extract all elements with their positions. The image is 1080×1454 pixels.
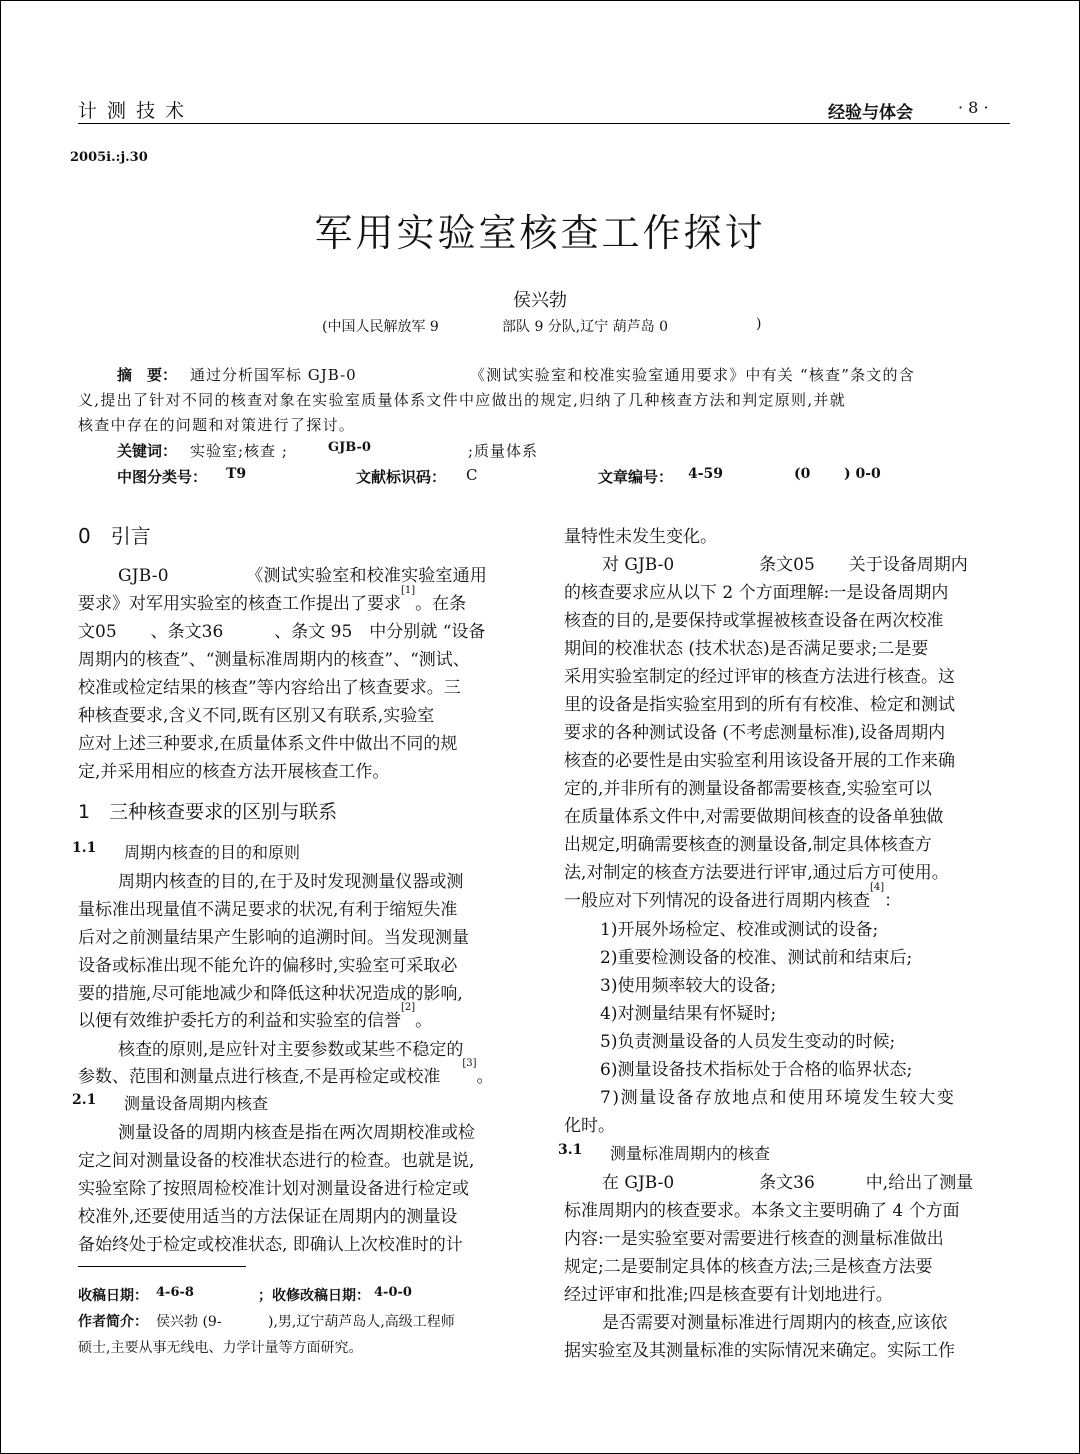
received-label: 收稿日期： bbox=[78, 1288, 148, 1304]
column-name: 经验与体会 bbox=[828, 103, 913, 123]
left-p1-line8: 定,并采用相应的核查方法开展核查工作。 bbox=[78, 762, 390, 782]
left-p1-line3: 文05 、条文36 、条文 95 中分别就 “设备 bbox=[78, 622, 486, 642]
affiliation-part3: ) bbox=[756, 316, 762, 332]
list-item-3: 3)使用频率较大的设备; bbox=[600, 976, 777, 996]
left-p1-line1: GJB-0 《测试实验室和校准实验室通用 bbox=[118, 566, 488, 586]
articleno-part3: ) 0-0 bbox=[844, 466, 881, 482]
right-p1-line11: 在质量体系文件中,对需要做期间核查的设备单独做 bbox=[564, 807, 944, 827]
right-p2-line1: 在 GJB-0 条文36 中,给出了测量 bbox=[602, 1173, 974, 1193]
citation-1[interactable]: [1] bbox=[401, 585, 416, 596]
doccode-value: C bbox=[466, 466, 478, 484]
clc-label: 中图分类号： bbox=[117, 468, 208, 486]
left-p2-line2: 量标准出现量值不满足要求的状况,有利于缩短失准 bbox=[78, 900, 458, 920]
left-p4-line5: 备始终处于检定或校准状态, 即确认上次校准时的计 bbox=[78, 1235, 463, 1255]
keywords-label: 关键词： bbox=[117, 442, 178, 460]
articleno-part1: 4-59 bbox=[688, 466, 724, 482]
left-p2-line3: 后对之前测量结果产生影响的追溯时间。当发现测量 bbox=[78, 928, 469, 948]
footnote-rule bbox=[78, 1266, 246, 1267]
right-p1-line1: 量特性未发生变化。 bbox=[564, 527, 717, 547]
page-number: · 8 · bbox=[958, 98, 989, 117]
abstract-line1a: 通过分析国军标 GJB-0 bbox=[190, 366, 357, 384]
keywords-part1: 实验室;核查 ; bbox=[190, 442, 288, 460]
right-p1-line7: 里的设备是指实验室用到的所有有校准、检定和测试 bbox=[564, 695, 955, 715]
list-item-5: 5)负责测量设备的人员发生变动的时候; bbox=[600, 1032, 896, 1052]
keywords-part3: ;质量体系 bbox=[468, 442, 539, 460]
right-p1-line2: 对 GJB-0 条文05 关于设备周期内 bbox=[602, 555, 968, 575]
section-3-1-number: 3.1 bbox=[558, 1142, 583, 1158]
affiliation-part1: (中国人民解放军 9 bbox=[322, 319, 439, 335]
list-item-7-cont: 化时。 bbox=[564, 1116, 615, 1136]
affiliation-part2: 部队 9 分队,辽宁 葫芦岛 0 bbox=[502, 319, 669, 335]
bio-line1a: 侯兴勃 (9- bbox=[156, 1314, 222, 1330]
right-p1-line3: 的核查要求应从以下 2 个方面理解:一是设备周期内 bbox=[564, 583, 949, 603]
right-p1-line6: 采用实验室制定的经过评审的核查方法进行核查。这 bbox=[564, 667, 955, 687]
citation-4[interactable]: [4] bbox=[870, 882, 885, 893]
section-1-heading: 1 三种核查要求的区别与联系 bbox=[78, 801, 338, 823]
citation-2[interactable]: [2] bbox=[401, 1002, 416, 1013]
right-p2-line4: 规定;二是要制定具体的核查方法;三是核查方法要 bbox=[564, 1257, 933, 1277]
section-0-heading: 0 引言 bbox=[78, 524, 151, 548]
section-1-1-number: 1.1 bbox=[72, 840, 97, 856]
list-item-1: 1)开展外场检定、校准或测试的设备; bbox=[600, 920, 879, 940]
abstract-line3: 核查中存在的问题和对策进行了探讨。 bbox=[78, 416, 356, 434]
revised-label: ；收修改稿日期： bbox=[258, 1288, 370, 1304]
right-p1-line9: 核查的必要性是由实验室利用该设备开展的工作来确 bbox=[564, 751, 955, 771]
right-p2-line6: 是否需要对测量标准进行周期内的核查,应该依 bbox=[602, 1313, 948, 1333]
left-p1-line7: 应对上述三种要求,在质量体系文件中做出不同的规 bbox=[78, 734, 458, 754]
right-p2-line3: 内容:一是实验室要对需要进行核查的测量标准做出 bbox=[564, 1229, 944, 1249]
articleno-label: 文章编号： bbox=[598, 468, 674, 486]
right-p1-line4: 核查的目的,是要保持或掌握被核查设备在两次校准 bbox=[564, 611, 944, 631]
left-p4-line4: 校准外,还要使用适当的方法保证在周期内的测量设 bbox=[78, 1207, 458, 1227]
citation-3[interactable]: [3] bbox=[462, 1058, 477, 1069]
left-p4-line3: 实验室除了按照周检校准计划对测量设备进行检定或 bbox=[78, 1179, 469, 1199]
right-p2-line7: 据实验室及其测量标准的实际情况来确定。实际工作 bbox=[564, 1341, 955, 1361]
revised-value: 4-0-0 bbox=[374, 1285, 412, 1300]
left-p1-line5: 校准或检定结果的核查”等内容给出了核查要求。三 bbox=[78, 678, 461, 698]
right-p1-line10: 定的,并非所有的测量设备都需要核查,实验室可以 bbox=[564, 779, 932, 799]
bio-label: 作者简介： bbox=[78, 1314, 148, 1330]
section-2-1-heading: 测量设备周期内核查 bbox=[124, 1094, 269, 1113]
journal-name: 计 测 技 术 bbox=[78, 100, 187, 122]
bio-line1b: ),男,辽宁葫芦岛人,高级工程师 bbox=[268, 1314, 455, 1330]
right-p2-line2: 标准周期内的核查要求。本条文主要明确了 4 个方面 bbox=[564, 1201, 960, 1221]
left-p4-line1: 测量设备的周期内核查是指在两次周期校准或检 bbox=[118, 1123, 475, 1143]
right-p1-line5: 期间的校准状态 (技术状态)是否满足要求;二是要 bbox=[564, 639, 929, 659]
doi-code: 2005i.:j.30 bbox=[70, 150, 148, 165]
right-p1-line14: 一般应对下列情况的设备进行周期内核查[4]： bbox=[564, 882, 902, 911]
right-p1-line12: 出规定,明确需要核查的测量设备,制定具体核查方 bbox=[564, 835, 932, 855]
bio-line2: 硕士,主要从事无线电、力学计量等方面研究。 bbox=[78, 1340, 363, 1356]
left-p1-line2: 要求》对军用实验室的核查工作提出了要求[1]。在条 bbox=[78, 585, 467, 614]
left-p2-line1: 周期内核查的目的,在于及时发现测量仪器或测 bbox=[118, 872, 464, 892]
abstract-line2: 义,提出了针对不同的核查对象在实验室质量体系文件中应做出的规定,归纳了几种核查方法和判定原则,并就 bbox=[78, 391, 847, 409]
list-item-6: 6)测量设备技术指标处于合格的临界状态; bbox=[600, 1060, 913, 1080]
left-p4-line2: 定之间对测量设备的校准状态进行的检查。也就是说, bbox=[78, 1151, 475, 1171]
abstract-line1b: 《测试实验室和校准实验室通用要求》中有关 “核查”条文的含 bbox=[470, 366, 915, 384]
left-p2-line4: 设备或标准出现不能允许的偏移时,实验室可采取必 bbox=[78, 956, 458, 976]
right-p2-line5: 经过评审和批准;四是核查要有计划地进行。 bbox=[564, 1285, 893, 1305]
left-p2-line5: 要的措施,尽可能地减少和降低这种状况造成的影响, bbox=[78, 984, 463, 1004]
right-p1-line8: 要求的各种测试设备 (不考虑测量标准),设备周期内 bbox=[564, 723, 946, 743]
list-item-4: 4)对测量结果有怀疑时; bbox=[600, 1004, 777, 1024]
section-1-1-heading: 周期内核查的目的和原则 bbox=[124, 843, 301, 862]
left-p1-line6: 种核查要求,含义不同,既有区别又有联系,实验室 bbox=[78, 706, 435, 726]
list-item-7: 7)测量设备存放地点和使用环境发生较大变 bbox=[600, 1088, 956, 1108]
left-p1-line4: 周期内的核查”、“测量标准周期内的核查”、“测试、 bbox=[78, 650, 470, 670]
keywords-part2: GJB-0 bbox=[328, 440, 371, 455]
section-3-1-heading: 测量标准周期内的核查 bbox=[610, 1144, 771, 1163]
author-name: 侯兴勃 bbox=[513, 290, 567, 311]
left-p3-line2: 参数、范围和测量点进行核查,不是再检定或校准[3]。 bbox=[78, 1058, 494, 1087]
abstract-label: 摘 要： bbox=[117, 366, 178, 384]
received-value: 4-6-8 bbox=[156, 1285, 194, 1300]
right-p1-line13: 法,对制定的核查方法要进行评审,通过后方可使用。 bbox=[564, 863, 949, 883]
article-title: 军用实验室核查工作探讨 bbox=[314, 211, 766, 255]
section-2-1-number: 2.1 bbox=[72, 1092, 97, 1108]
clc-value: T9 bbox=[226, 466, 247, 482]
doccode-label: 文献标识码： bbox=[356, 468, 447, 486]
list-item-2: 2)重要检测设备的校准、测试前和结束后; bbox=[600, 948, 913, 968]
left-p3-line1: 核查的原则,是应针对主要参数或某些不稳定的 bbox=[118, 1040, 464, 1060]
header-rule bbox=[78, 123, 1010, 124]
articleno-part2: (0 bbox=[794, 466, 811, 482]
left-p2-line6: 以便有效维护委托方的利益和实验室的信誉[2]。 bbox=[78, 1002, 433, 1031]
